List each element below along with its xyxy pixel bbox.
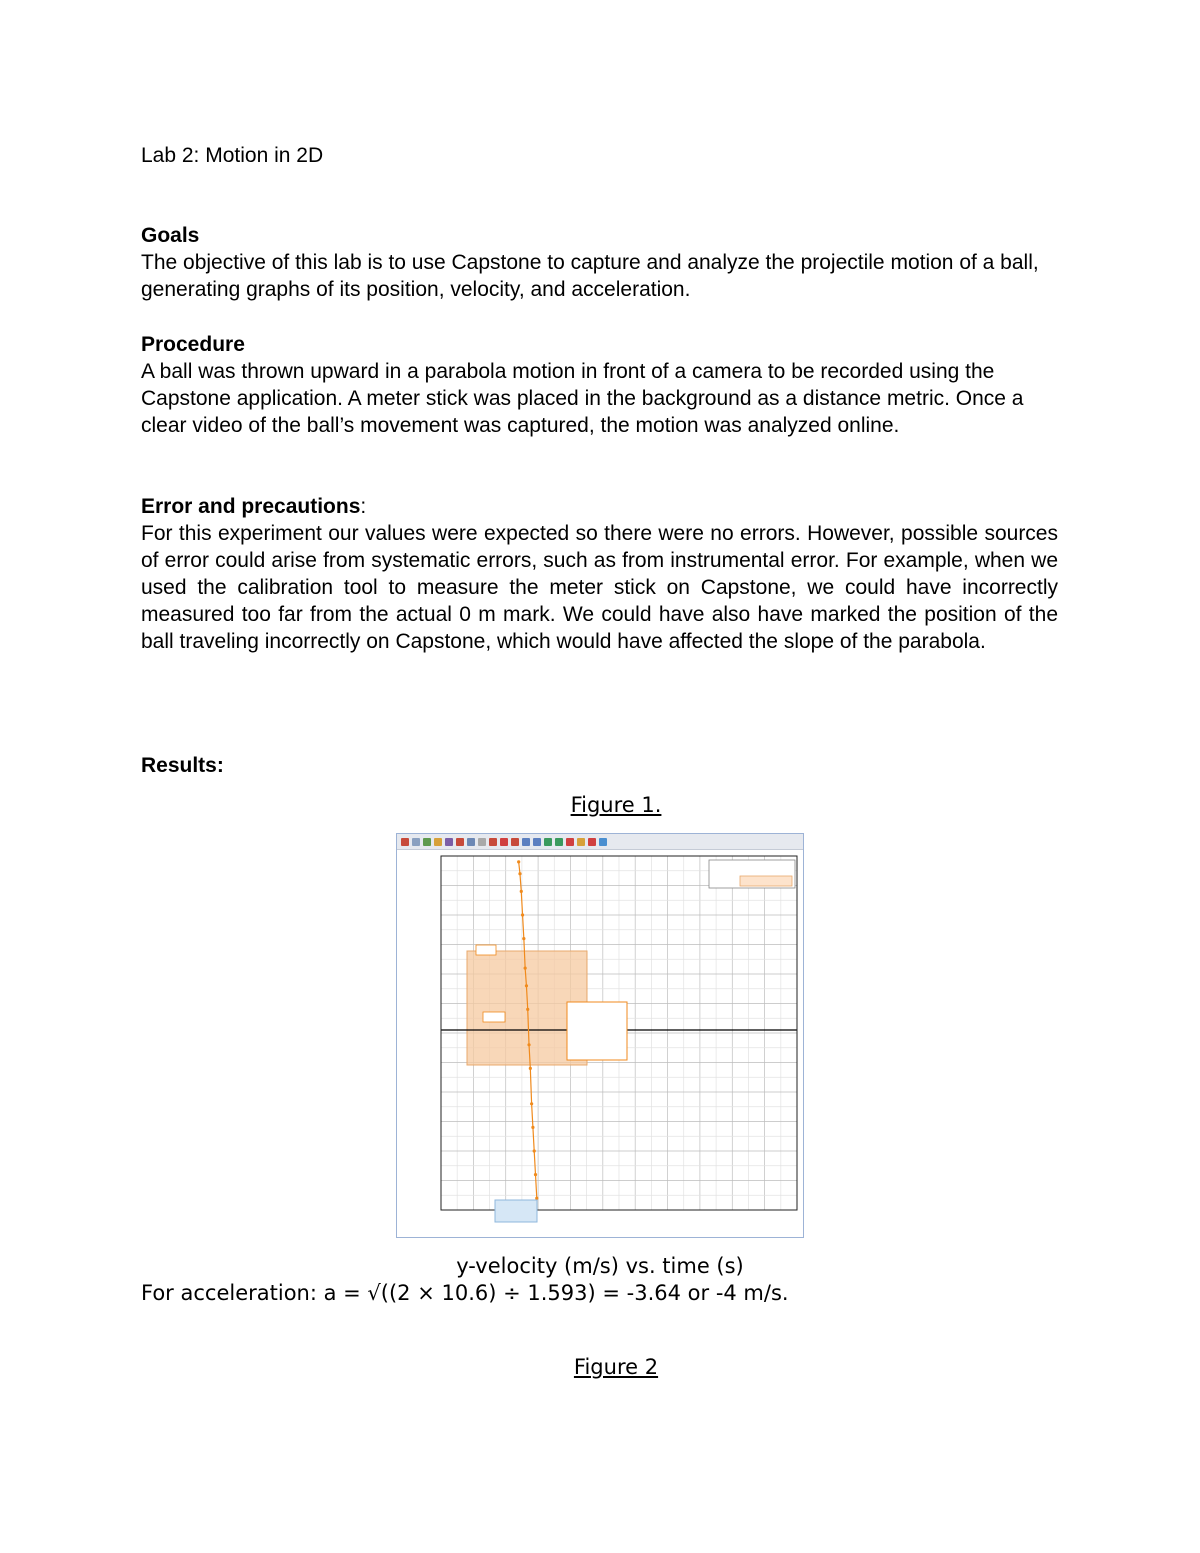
procedure-heading: Procedure bbox=[141, 333, 245, 356]
pen-icon bbox=[401, 838, 409, 846]
data-point bbox=[534, 1173, 537, 1176]
errors-heading: Error and precautions bbox=[141, 495, 361, 518]
results-section bbox=[141, 752, 1058, 779]
highlight-icon bbox=[434, 838, 442, 846]
label-box-upper bbox=[476, 945, 496, 955]
table-icon bbox=[412, 838, 420, 846]
errors-heading-colon: : bbox=[360, 495, 367, 518]
slope-icon bbox=[511, 838, 519, 846]
goals-text: The objective of this lab is to use Capstone to capture and analyze the projectile motion of a ball, generating graphs of its position, velocity, and acceleration. bbox=[141, 251, 1039, 301]
pin-icon bbox=[588, 838, 596, 846]
results-heading: Results: bbox=[141, 754, 224, 777]
data-point bbox=[525, 984, 528, 987]
figure-1-caption: y-velocity (m/s) vs. time (s) bbox=[456, 1254, 744, 1278]
sigma-icon bbox=[445, 838, 453, 846]
data-point bbox=[524, 967, 527, 970]
data-point bbox=[527, 1043, 530, 1046]
data-icon bbox=[555, 838, 563, 846]
delete-icon bbox=[566, 838, 574, 846]
goals-section bbox=[141, 222, 1058, 303]
data-point bbox=[531, 1126, 534, 1129]
data-point bbox=[529, 1067, 532, 1070]
data-point bbox=[530, 1102, 533, 1105]
data-point bbox=[520, 890, 523, 893]
scale-icon bbox=[423, 838, 431, 846]
curve-fit-icon bbox=[500, 838, 508, 846]
data-point bbox=[521, 913, 524, 916]
figure-1-screenshot bbox=[396, 833, 804, 1238]
new-plot-icon bbox=[522, 838, 530, 846]
y-velocity-plot bbox=[397, 850, 803, 1237]
capstone-toolbar bbox=[397, 834, 803, 850]
errors-text: For this experiment our values were expected so there were no errors. However, possible sources of error could arise from systematic errors, such as from instrumental error. For example, when we used the calibration tool to measure the meter stick on Capstone, we could have incorrectly measured too far from the actual 0 m mark. We could have also have marked the position of the ball traveling incorrectly on Capstone, which would have affected the slope of the parabola. bbox=[141, 522, 1058, 653]
time-readout-box bbox=[495, 1200, 537, 1222]
document-title: Lab 2: Motion in 2D bbox=[141, 144, 324, 167]
multi-plot-icon bbox=[533, 838, 541, 846]
errors-section bbox=[141, 493, 1058, 655]
warning-icon bbox=[456, 838, 464, 846]
coordinate-icon bbox=[467, 838, 475, 846]
annotation-icon bbox=[489, 838, 497, 846]
goals-heading: Goals bbox=[141, 224, 200, 247]
data-point bbox=[533, 1149, 536, 1152]
properties-icon bbox=[577, 838, 585, 846]
data-point bbox=[522, 937, 525, 940]
procedure-text: A ball was thrown upward in a parabola motion in front of a camera to be recorded using the Capstone application. A meter stick was placed in the background as a distance metric. Once a clear video of the ball’s movement was captured, the motion was analyzed online. bbox=[141, 360, 1024, 437]
data-point bbox=[518, 872, 521, 875]
procedure-section bbox=[141, 331, 1058, 439]
legend-value-box bbox=[740, 876, 792, 886]
arrow-right-icon bbox=[544, 838, 552, 846]
figure-2-label: Figure 2 bbox=[573, 1355, 659, 1379]
delta-icon bbox=[478, 838, 486, 846]
data-point bbox=[535, 1197, 538, 1200]
gear-icon bbox=[599, 838, 607, 846]
figure-1-label: Figure 1. bbox=[570, 793, 662, 817]
label-box-lower bbox=[483, 1012, 505, 1022]
acceleration-formula: For acceleration: a = √((2 × 10.6) ÷ 1.593) = -3.64 or -4 m/s. bbox=[141, 1281, 789, 1305]
data-point bbox=[526, 1008, 529, 1011]
fit-info-box bbox=[567, 1002, 627, 1060]
data-point bbox=[517, 860, 520, 863]
